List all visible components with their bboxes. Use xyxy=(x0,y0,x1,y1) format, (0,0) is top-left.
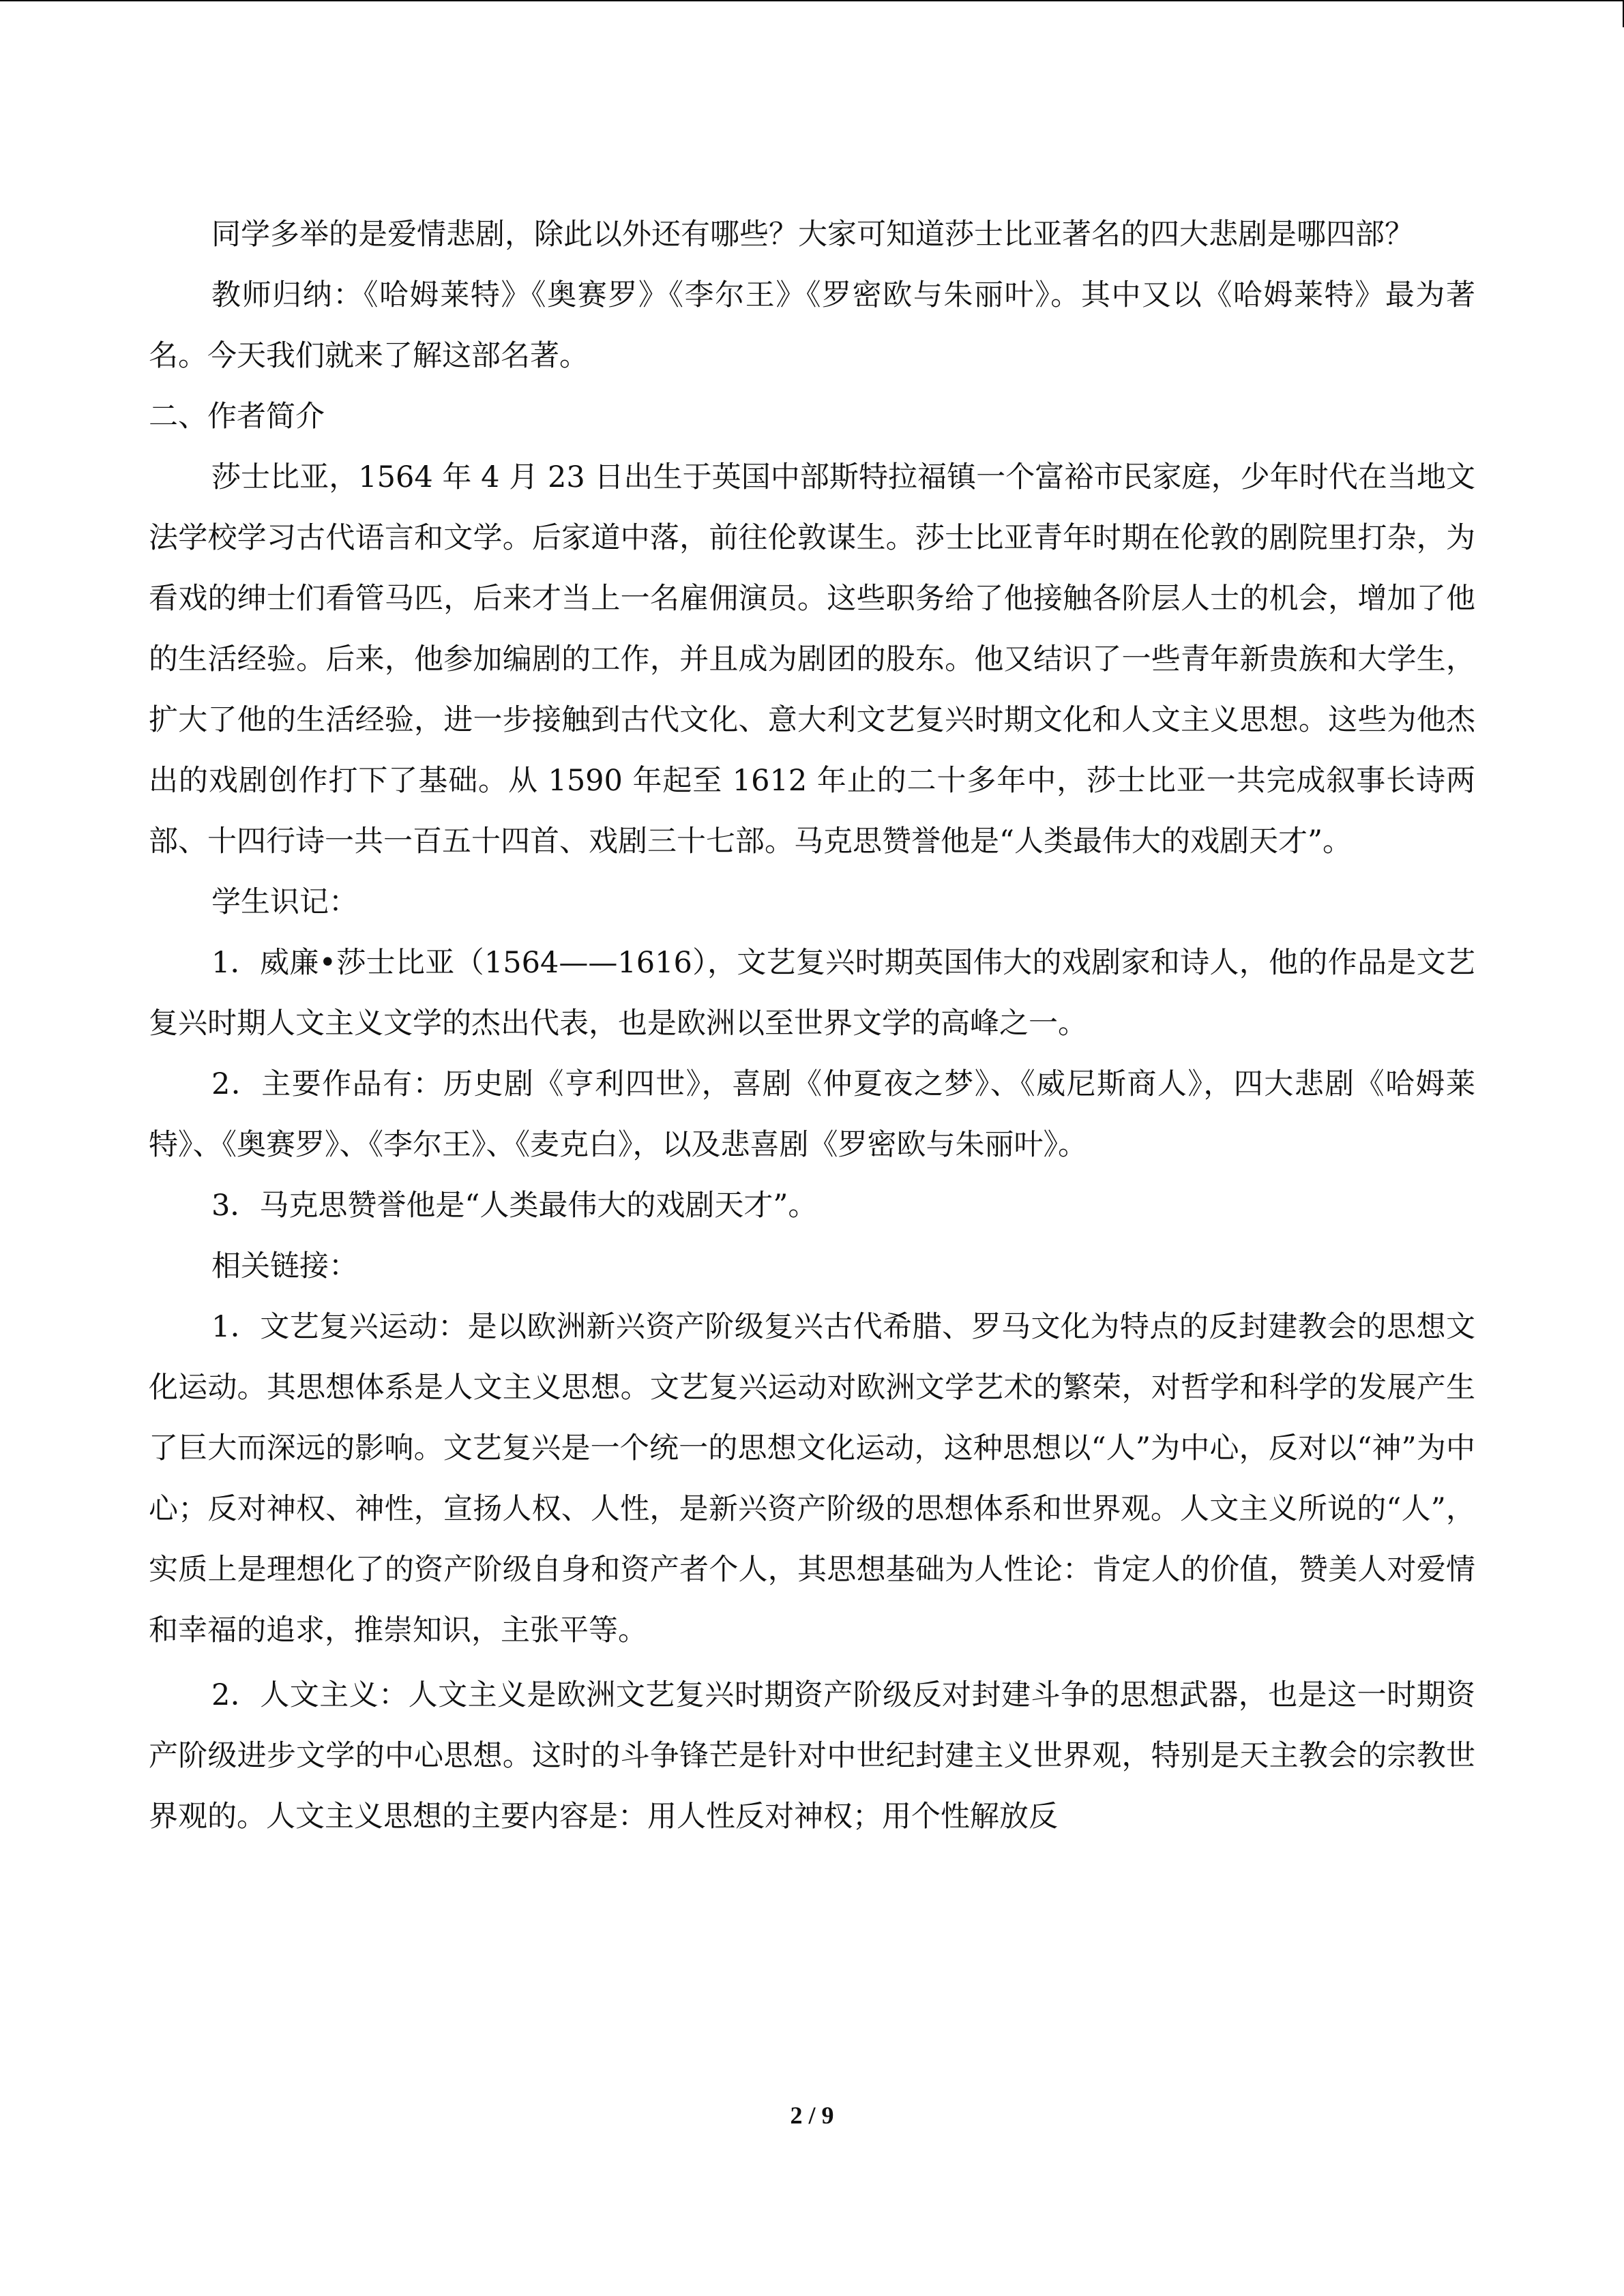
paragraph-note-3-marx: 3．马克思赞誉他是“人类最伟大的戏剧天才”。 xyxy=(211,1189,818,1223)
top-border-line xyxy=(0,0,1624,1)
paragraph-four-tragedies-question: 同学多举的是爱情悲剧，除此以外还有哪些？大家可知道莎士比亚著名的四大悲剧是哪四部？ xyxy=(211,218,1414,252)
paragraph-teacher-summary: 教师归纳：《哈姆莱特》《奥赛罗》《李尔王》《罗密欧与朱丽叶》。其中又以《哈姆莱特》最为著名。今天我们就来了解这部名著。 xyxy=(149,278,1475,373)
paragraph-note-2-works: 2．主要作品有：历史剧《亨利四世》，喜剧《仲夏夜之梦》、《威尼斯商人》，四大悲剧《哈姆莱特》、《奥赛罗》、《李尔王》、《麦克白》，以及悲喜剧《罗密欧与朱丽叶》。 xyxy=(149,1067,1475,1162)
page-number: 2 / 9 xyxy=(790,2102,834,2129)
paragraph-shakespeare-biography: 莎士比亚，1564 年 4 月 23 日出生于英国中部斯特拉福镇一个富裕市民家庭，少年时代在当地文法学校学习古代语言和文学。后家道中落，前往伦敦谋生。莎士比亚青年时期在伦敦的剧院里打杂，为看戏的绅士们看管马匹，后来才当上一名雇佣演员。这些职务给了他接触各阶层人士的机会，增加了他的生活经验。后来，他参加编剧的工作，并且成为剧团的股东。他又结识了一些青年新贵族和大学生，扩大了他的生活经验，进一步接触到古代文化、意大利文艺复兴时期文化和人文主义思想。这些为他杰出的戏剧创作打下了基础。从 1590 年起至 1612 年止的二十多年中，莎士比亚一共完成叙事长诗两部、十四行诗一共一百五十四首、戏剧三十七部。马克思赞誉他是“人类最伟大的戏剧天才”。 xyxy=(149,460,1475,859)
paragraph-student-notes-label: 学生识记： xyxy=(211,885,358,919)
paragraph-note-1: 1．威廉•莎士比亚（1564——1616），文艺复兴时期英国伟大的戏剧家和诗人，他的作品是文艺复兴时期人文主义文学的杰出代表，也是欧洲以至世界文学的高峰之一。 xyxy=(149,946,1475,1041)
section-heading-author-intro: 二、作者简介 xyxy=(149,400,325,434)
paragraph-renaissance: 1．文艺复兴运动：是以欧洲新兴资产阶级复兴古代希腊、罗马文化为特点的反封建教会的思想文化运动。其思想体系是人文主义思想。文艺复兴运动对欧洲文学艺术的繁荣，对哲学和科学的发展产生了巨大而深远的影响。文艺复兴是一个统一的思想文化运动，这种思想以“人”为中心，反对以“神”为中心；反对神权、神性，宣扬人权、人性，是新兴资产阶级的思想体系和世界观。人文主义所说的“人”，实质上是理想化了的资产阶级自身和资产者个人，其思想基础为人性论：肯定人的价值，赞美人对爱情和幸福的追求，推崇知识，主张平等。 xyxy=(149,1310,1475,1648)
paragraph-related-links-label: 相关链接： xyxy=(211,1249,358,1283)
paragraph-humanism: 2．人文主义：人文主义是欧洲文艺复兴时期资产阶级反对封建斗争的思想武器，也是这一时期资产阶级进步文学的中心思想。这时的斗争锋芒是针对中世纪封建主义世界观，特别是天主教会的宗教世界观的。人文主义思想的主要内容是：用人性反对神权；用个性解放反 xyxy=(149,1678,1475,1834)
document-body xyxy=(149,205,1475,1847)
